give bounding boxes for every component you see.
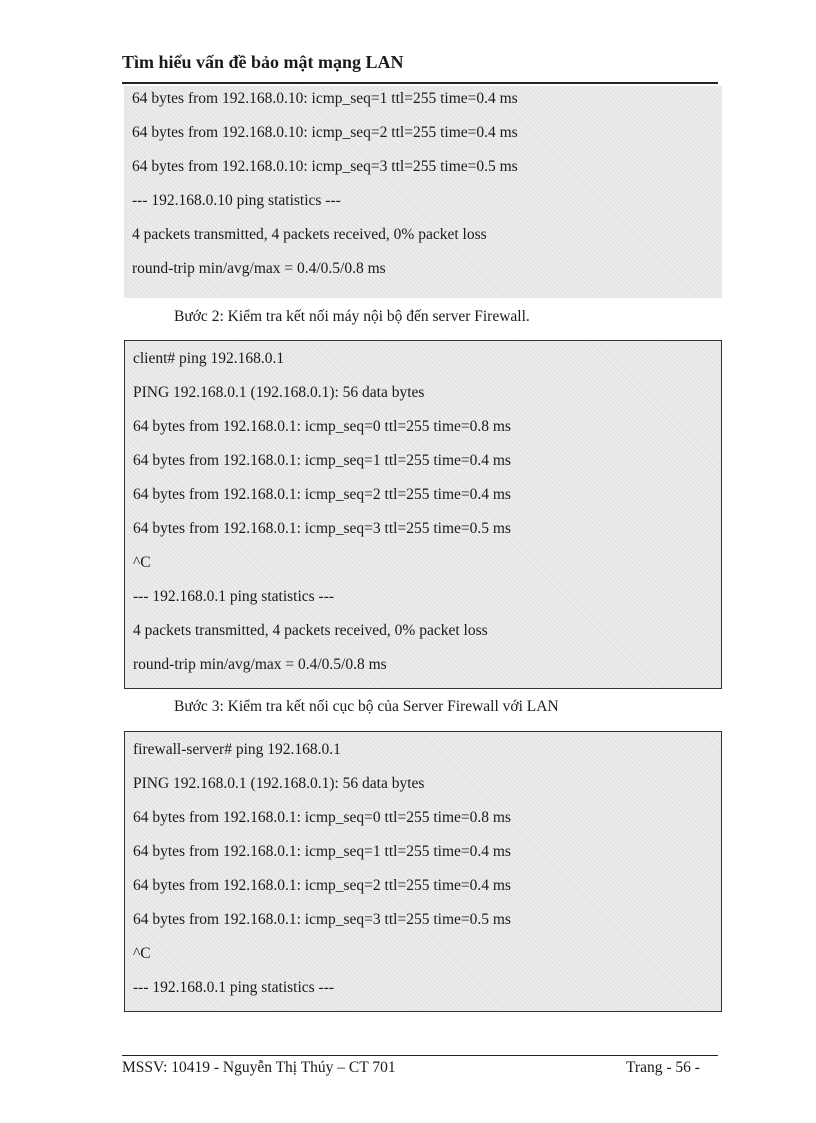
code-line: 64 bytes from 192.168.0.1: icmp_seq=3 ttl=255 time=0.5 ms [133, 520, 511, 537]
page-header-title: Tìm hiểu vấn đề bảo mật mạng LAN [122, 52, 404, 72]
code-line: 64 bytes from 192.168.0.1: icmp_seq=0 ttl=255 time=0.8 ms [133, 418, 511, 435]
footer-rule [122, 1055, 718, 1056]
code-line: --- 192.168.0.10 ping statistics --- [132, 192, 341, 209]
code-line: ^C [133, 554, 151, 571]
step-3-caption: Bước 3: Kiểm tra kết nối cục bộ của Server Firewall với LAN [174, 698, 559, 715]
code-line: 64 bytes from 192.168.0.1: icmp_seq=1 ttl=255 time=0.4 ms [133, 843, 511, 860]
code-line: 64 bytes from 192.168.0.1: icmp_seq=1 ttl=255 time=0.4 ms [133, 452, 511, 469]
code-line: 4 packets transmitted, 4 packets received, 0% packet loss [133, 622, 488, 639]
step-2-caption: Bước 2: Kiểm tra kết nối máy nội bộ đến server Firewall. [174, 308, 530, 325]
header-rule [122, 82, 718, 84]
code-line: 64 bytes from 192.168.0.10: icmp_seq=1 ttl=255 time=0.4 ms [132, 90, 518, 107]
code-line: 64 bytes from 192.168.0.1: icmp_seq=2 ttl=255 time=0.4 ms [133, 877, 511, 894]
footer-page-number: Trang - 56 - [626, 1059, 700, 1076]
code-line: round-trip min/avg/max = 0.4/0.5/0.8 ms [132, 260, 386, 277]
code-line: 64 bytes from 192.168.0.1: icmp_seq=2 ttl=255 time=0.4 ms [133, 486, 511, 503]
code-line: PING 192.168.0.1 (192.168.0.1): 56 data bytes [133, 384, 425, 401]
code-block-firewall-ping [124, 731, 722, 1012]
code-line: --- 192.168.0.1 ping statistics --- [133, 979, 335, 996]
code-line: ^C [133, 945, 151, 962]
code-line: 64 bytes from 192.168.0.1: icmp_seq=3 ttl=255 time=0.5 ms [133, 911, 511, 928]
code-line: --- 192.168.0.1 ping statistics --- [133, 588, 335, 605]
code-line: round-trip min/avg/max = 0.4/0.5/0.8 ms [133, 656, 387, 673]
code-line: 64 bytes from 192.168.0.1: icmp_seq=0 ttl=255 time=0.8 ms [133, 809, 511, 826]
footer-student-info: MSSV: 10419 - Nguyễn Thị Thúy – CT 701 [122, 1059, 396, 1076]
code-block-client-ping [124, 340, 722, 689]
code-line: 4 packets transmitted, 4 packets received, 0% packet loss [132, 226, 487, 243]
code-line: 64 bytes from 192.168.0.10: icmp_seq=3 ttl=255 time=0.5 ms [132, 158, 518, 175]
code-line: PING 192.168.0.1 (192.168.0.1): 56 data bytes [133, 775, 425, 792]
code-line: firewall-server# ping 192.168.0.1 [133, 741, 341, 758]
code-line: client# ping 192.168.0.1 [133, 350, 285, 367]
code-block-ping-output-1 [124, 86, 722, 298]
code-line: 64 bytes from 192.168.0.10: icmp_seq=2 ttl=255 time=0.4 ms [132, 124, 518, 141]
